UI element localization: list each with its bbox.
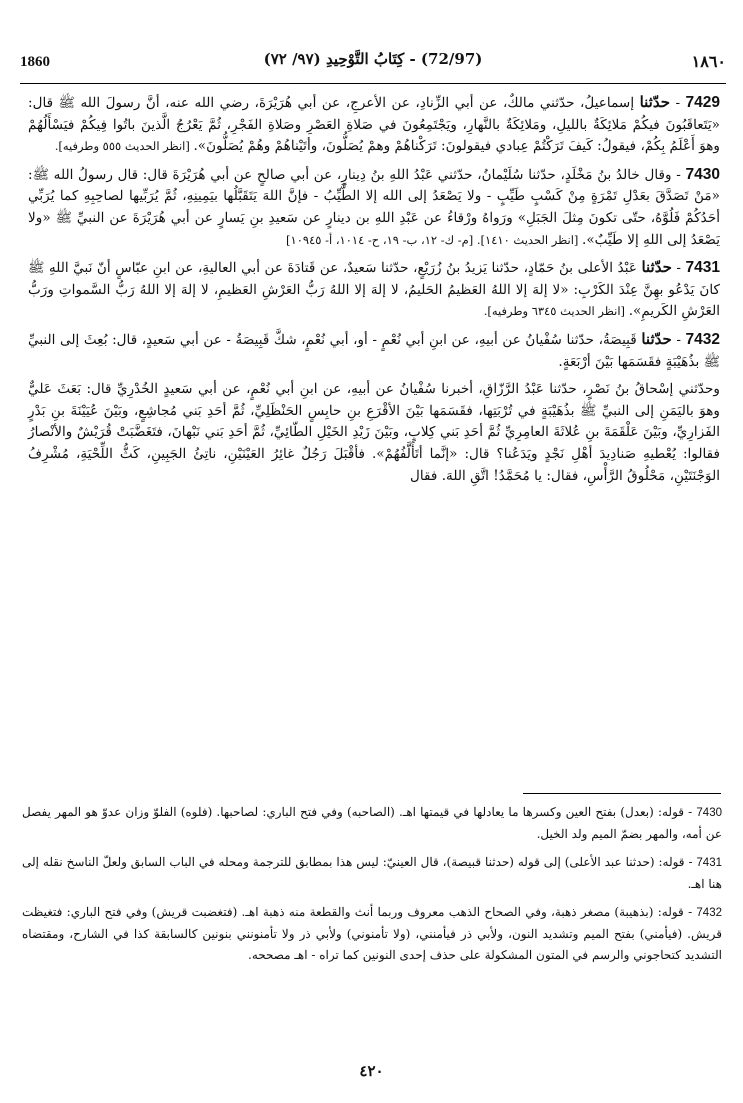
- hadith-reference: [انظر الحديث ٦٣٤٥ وطرفيه].: [483, 304, 629, 319]
- continuation-paragraph: وحدّثني إسْحاقُ بنُ نَصْرٍ، حدّثنا عَبْدُ الرَّزّاقِ، أخبرنا سُفْيانُ عن أبيهِ، عن ابنِ أبي نُعْمٍ، عن أبي سَعيدٍ الخُدْرِيِّ قال: بَعَثَ عَليٌّ وهوَ باليَمَنِ إلى النبيِّ ﷺ بذُهَيْبَةٍ في تُرْبَتِها، فقَسَمَها بَيْنَ الأقْرَعِ بنِ حابِسٍ الحَنْظَلِيِّ، ثُمَّ أحَدِ بَني مُجاشِعٍ، وبَيْنَ عُيَيْنَةَ بنِ بَدْرٍ الفَزارِيِّ، وبَيْنَ عَلْقَمَةَ بنِ عُلاثَةَ العامِرِيِّ ثُمَّ أحَدِ بَني كِلابٍ، وبَيْنَ زَيْدِ الخَيْلِ الطّائِيِّ، ثُمَّ أحَدِ بَني نَبْهانَ، فتَغَضَّبَتْ قُرَيْشٌ والأنْصارُ فقالوا: يُعْطيهِ صَنادِيدَ أهْلِ نَجْدٍ ويَدَعُنا؟ قال: «إنَّما أتَأَلَّفُهُمْ». فأقْبَلَ رَجُلٌ غائِرُ العَيْنَيْنِ، ناتِئُ الجَبِينِ، كَثُّ اللِّحْيَةِ، مُشْرِفُ الوَجْنَتَيْنِ، مَحْلُوقُ الرَّأْسِ، فقال: يا مُحَمَّدُ! اتَّقِ اللهَ. فقال: [28, 381, 720, 484]
- footnote-text: - قوله: (بذهيبة) مصغر ذهبة، وفي الصحاح الذهب معروف وربما أنث والقطعة منه ذهبة اهـ. (فتغضبت قريش) وفي فتح الباري: فتغيظت قريش. (فيأمني) بفتح الميم وتشديد النون، ولأبي ذر فيأمنني، (ولا تأمنوني) ولأبي ذر ولا تأمنونني بنونين كالسابقة كذا في الشارح، ومقتضاه التشديد كتحاجوني والرسم في المتون المشكولة على حذف إحدى النونين كما تراه - اهـ مصححه.: [22, 905, 722, 962]
- hadith-paragraph: [28, 257, 720, 323]
- footnote-text: - قوله: (حدثنا عبد الأعلى) إلى قوله (حدثنا قبيصة)، قال العينيّ: ليس هذا بمطابق للترجمة ومحله في الباب السابق ولعلّ الناسخ نقله إلى هنا اهـ.: [22, 855, 722, 891]
- page-number-arabic: ١٨٦٠: [691, 52, 726, 71]
- footnotes: [22, 802, 722, 973]
- hadith-number: 7429: [685, 94, 720, 111]
- hadith-paragraph: [28, 92, 720, 158]
- hadith-text: عَبْدُ الأعلى بنُ حَمّادٍ، حدّثنا يَزيدُ بنُ زُرَيْعٍ، حدّثنا سَعيدٌ، عن قَتادَةَ عن أبي العاليةِ، عن ابنِ عبّاسٍ أنّ نَبيَّ اللهِ ﷺ كانَ يَدْعُو بهِنَّ عِنْدَ الكَرْبِ: «لا إلهَ إلا اللهُ العَظيمُ الحَليمُ، لا إلهَ إلا اللهُ رَبُّ العَرْشِ العَظيمِ، لا إلهَ إلا اللهُ رَبُّ السَّمواتِ ورَبُّ العَرْشِ الكَريمِ».: [28, 260, 720, 320]
- hadith-paragraph: [28, 164, 720, 251]
- chapter-title: (72/97) - كِتَابُ التَّوْحِيدِ (٩٧/ ٧٢): [263, 50, 483, 68]
- hadith-dash: -: [671, 260, 681, 277]
- hadith-dash: -: [671, 331, 681, 348]
- hadith-dash: -: [669, 95, 681, 111]
- page-number-latin: 1860: [20, 54, 50, 70]
- hadith-reference: [انظر الحديث ٥٥٥ وطرفيه].: [54, 139, 194, 154]
- hadith-text: إسماعيلُ، حدّثني مالكٌ، عن أبي الزِّنادِ، عن الأعرجِ، عن أبي هُرَيْرَةَ، رضي الله عنه، أنَّ رسولَ الله ﷺ قال: «يَتَعاقَبُونَ فيكُمْ مَلائِكَةٌ بالليلِ، ومَلائِكَةٌ بالنَّهارِ، ويَجْتَمِعُونَ في صَلاةِ العَصْرِ وصَلاةِ الفَجْرِ، ثُمَّ يَعْرُجُ الَّذينَ باتُوا فِيكُمْ فيَسْأَلُهُمْ وهوَ أَعْلَمُ بِكُمْ، فيقولُ: كَيفَ تَرَكْتُمْ عِبادي فيقولونَ: تَرَكْناهُمْ وهمْ يُصَلُّونَ، وأتَيْناهُمْ وهُمْ يُصَلُّونَ».: [28, 95, 720, 155]
- footnote-text: - قوله: (بعدل) بفتح العين وكسرها ما يعادلها في قيمتها اهـ. (الصاحبه) وفي فتح الباري: لصاحبها. (فلوه) الفلوّ وزان عدوّ هو المهر يفصل عن أمه، والمهر بضمّ الميم ولد الخيل.: [22, 805, 722, 841]
- main-text: [28, 92, 720, 493]
- hadith-number: 7430: [685, 165, 720, 183]
- hadith-text: وقال خالدُ بنُ مَخْلَدٍ، حدّثنا سُلَيْمانُ، حدّثني عَبْدُ اللهِ بنُ دِينارٍ، عن أبي صالحٍ عن أبي هُرَيْرَةَ قال: قال رسولُ الله ﷺ: «مَنْ تَصَدَّقَ بعَدْلِ تَمْرَةٍ مِنْ كَسْبٍ طَيِّبٍ - ولا يَصْعَدُ إلى الله إلا الطَّيِّبُ - فإنَّ اللهَ يَتَقَبَّلُها بيَمِينِهِ، ثُمَّ يُرَبِّيها لصاحِبِهِ كما يُرَبِّي أحَدُكُمْ فَلُوَّهُ، حتّى تكونَ مِثلَ الجَبَلِ» ورَواهُ ورْقاءُ عن عَبْدِ اللهِ بن دينارٍ عن سَعيدِ بنِ يَسارٍ عن أبي هُرَيْرَةَ عن النبيِّ ﷺ «ولا يَصْعَدُ إلى اللهِ إلا طَيِّبٌ».: [28, 166, 720, 248]
- hadith-lead: حدّثنا: [639, 93, 670, 111]
- hadith-lead: حدّثنا: [641, 258, 672, 277]
- hadith-reference: [انظر الحديث ١٤١٠]. [م- ك- ١٢، ب- ١٩، ح- ١٠١٤، أ- ١٠٩٤٥]: [286, 232, 583, 247]
- footnote-number: 7432: [696, 907, 722, 919]
- hadith-paragraph: [28, 329, 720, 373]
- footnote: [22, 902, 722, 966]
- hadith-lead: حدّثنا: [641, 329, 672, 348]
- hadith-number: 7431: [685, 259, 721, 277]
- header-rule: [20, 83, 726, 84]
- footnote-number: 7431: [696, 857, 722, 869]
- hadith-dash: -: [671, 166, 681, 183]
- folio-page-number: ٤٢٠: [359, 1062, 384, 1080]
- footnote: [22, 852, 722, 895]
- footnote-number: 7430: [696, 807, 722, 819]
- footnote: [22, 802, 722, 845]
- hadith-text: قَبِيصَةُ، حدّثنا سُفْيانُ عن أبيهِ، عن ابنِ أبي نُعْمٍ - أو، أبي نُعْمٍ، شكَّ قَبِيصَةُ - عن أبي سَعيدٍ، قال: بُعِثَ إلى النبيِّ ﷺ بذُهَيْبَةٍ فقَسَمَها بَيْنَ أرْبَعَةٍ.: [28, 331, 720, 370]
- running-header: [20, 50, 726, 80]
- footnote-rule: [523, 793, 721, 794]
- hadith-number: 7432: [685, 330, 721, 348]
